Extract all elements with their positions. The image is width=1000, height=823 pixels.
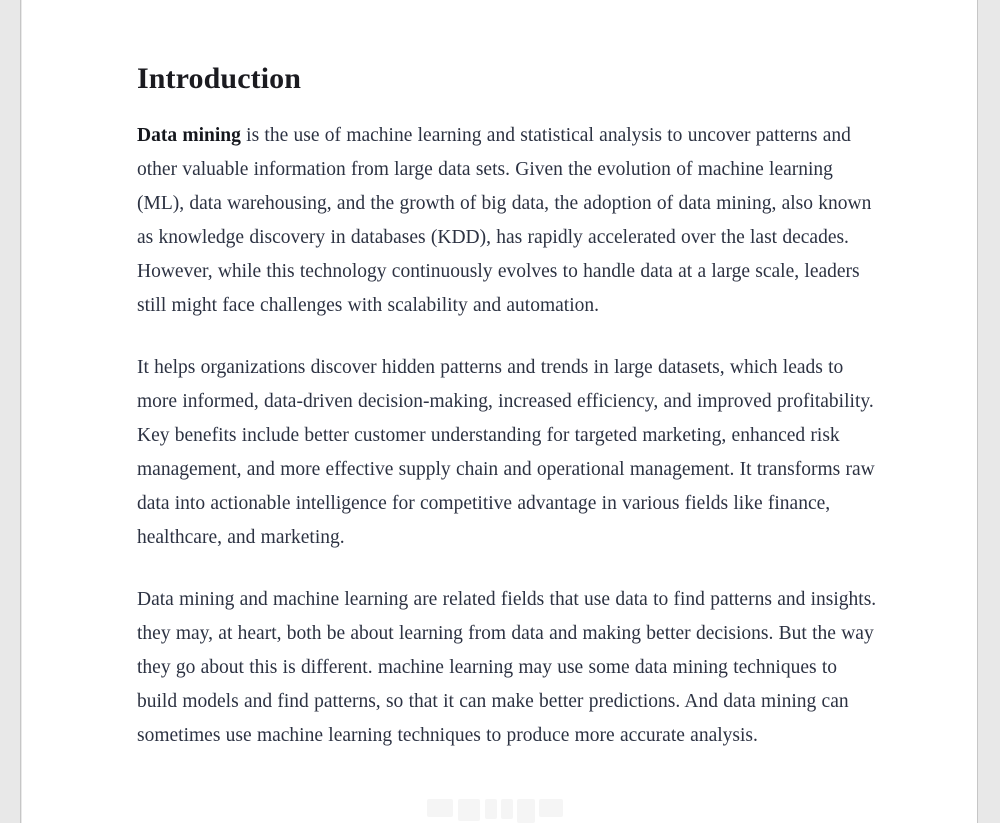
watermark-glyph — [485, 799, 497, 819]
viewer-gutter-left — [0, 0, 21, 823]
watermark-glyph — [501, 799, 513, 819]
paragraph-2: It helps organizations discover hidden patterns and trends in large datasets, which leads to more informed, data-driven decision-making, increased efficiency, and improved profitability. Key benefits include better customer understanding for targeted marketing, enhanced risk management, and more effective supply chain and operational management. It transforms raw data into actionable intelligence for competitive advantage in various fields like finance, healthcare, and marketing. — [137, 357, 875, 548]
lead-term-data-mining: Data mining — [137, 125, 241, 146]
paragraph-3: Data mining and machine learning are related fields that use data to find patterns and insights. they may, at heart, both be about learning from data and making better decisions. But the way they go about this is different. machine learning may use some data mining techniques to build models and find patterns, so that it can make better predictions. And data mining can sometimes use machine learning techniques to produce more accurate analysis. — [137, 589, 877, 746]
paragraph-1-text: is the use of machine learning and statistical analysis to uncover patterns and other valuable information from large data sets. Given the evolution of machine learning (ML), data warehousing, and the growth of big data, the adoption of data mining, also known as knowledge discovery in databases (KDD), has rapidly accelerated over the last decades. However, while this technology continuously evolves to handle data at a large scale, leaders still might face challenges with scalability and automation. — [137, 125, 872, 316]
watermark-glyph — [458, 799, 480, 821]
page-title: Introduction — [137, 62, 302, 95]
document-page[interactable] — [22, 0, 977, 823]
page-content — [137, 0, 879, 753]
watermark-glyph — [427, 799, 453, 817]
watermark-glyph — [539, 799, 563, 817]
viewer-gutter-right — [977, 0, 1000, 823]
paragraph-1 — [137, 119, 879, 323]
watermark — [425, 795, 575, 823]
watermark-glyph — [517, 799, 535, 823]
